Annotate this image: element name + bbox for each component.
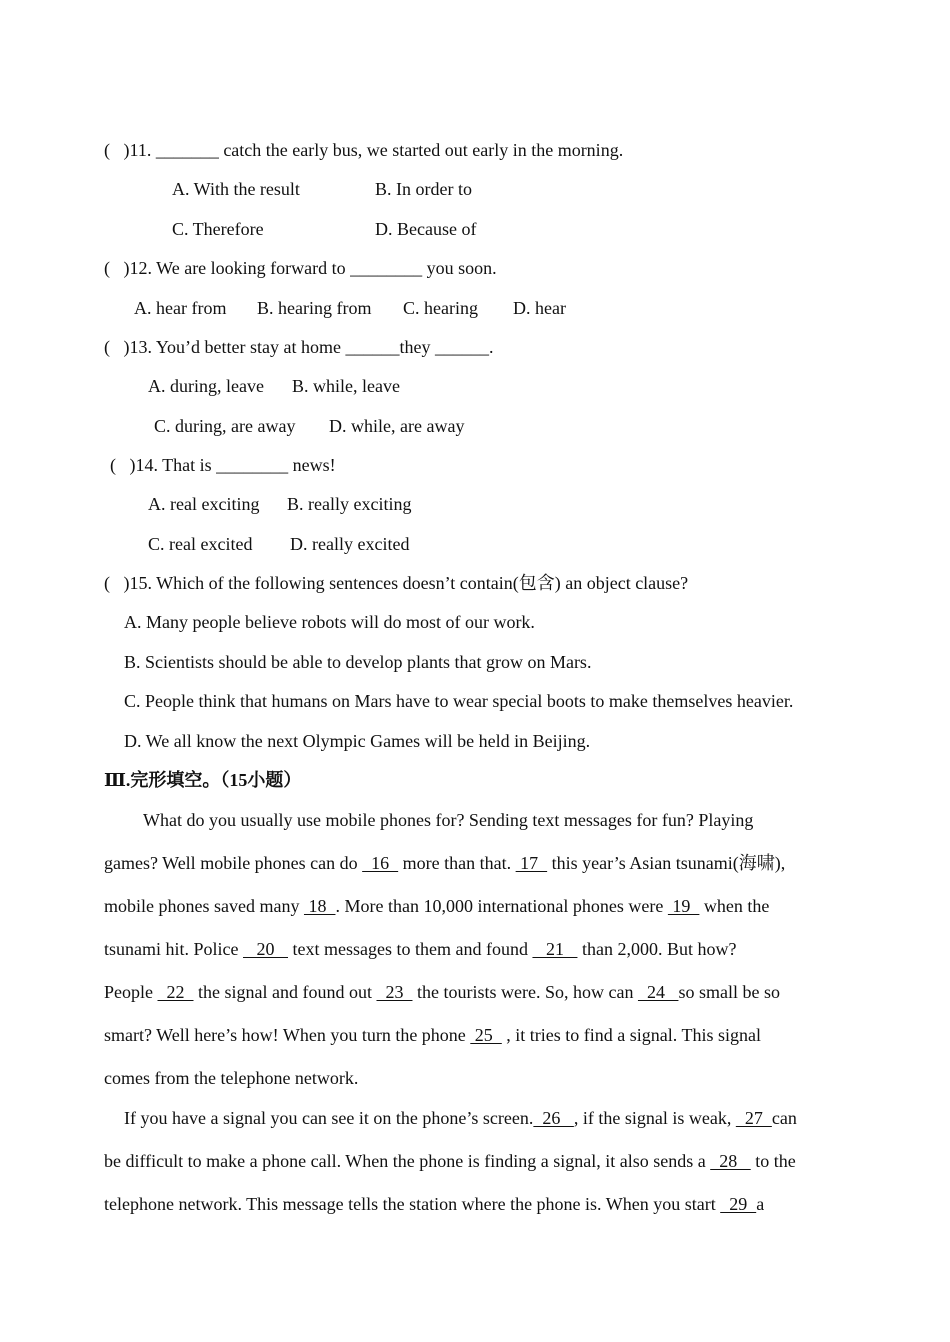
passage-text: the tourists were. So, how can	[412, 982, 638, 1002]
passage-text: comes from the telephone network.	[104, 1068, 359, 1088]
question-12-option-c: C. hearing	[403, 298, 478, 318]
section-numeral: Ⅲ.	[104, 770, 131, 790]
blank-number: 19	[667, 896, 700, 916]
question-13-option-b: B. while, leave	[292, 376, 400, 396]
section-title: 完形填空。（	[130, 770, 230, 790]
question-14-stem: ( )14. That is ________ news!	[110, 455, 336, 475]
passage-text: games? Well mobile phones can do	[104, 853, 363, 873]
blank-number: 21	[532, 939, 578, 959]
blank-number: 23	[376, 982, 413, 1002]
question-14-option-b: B. really exciting	[287, 494, 412, 514]
question-14-option-c: C. real excited	[148, 534, 253, 554]
question-14-option-d: D. really excited	[290, 534, 410, 554]
blank-number: 22	[157, 982, 194, 1002]
question-12-option-b: B. hearing from	[257, 298, 372, 318]
passage-text: tsunami hit. Police	[104, 939, 243, 959]
question-15-option-a: A. Many people believe robots will do most of our work.	[124, 612, 535, 632]
passage-line	[104, 938, 736, 960]
passage-text: the signal and found out	[193, 982, 377, 1002]
blank-number: 18	[303, 896, 336, 916]
passage-text: text messages to them and found	[288, 939, 533, 959]
blank-number: 16	[362, 853, 399, 873]
question-12-stem: ( )12. We are looking forward to ________ you soon.	[104, 258, 497, 278]
question-12-option-d: D. hear	[513, 298, 566, 318]
question-11-option-c: C. Therefore	[172, 219, 264, 239]
question-15-option-c: C. People think that humans on Mars have to wear special boots to make themselves heavier.	[124, 691, 794, 711]
blank-number: 24	[637, 982, 679, 1002]
passage-line	[104, 1150, 796, 1172]
question-13-option-c: C. during, are away	[154, 416, 296, 436]
passage-line	[104, 852, 785, 874]
question-15-option-b: B. Scientists should be able to develop plants that grow on Mars.	[124, 652, 592, 672]
question-11-stem: ( )11. _______ catch the early bus, we started out early in the morning.	[104, 140, 624, 160]
question-13-option-a: A. during, leave	[148, 376, 264, 396]
passage-line	[104, 1193, 764, 1215]
passage-text: , if the signal is weak,	[573, 1108, 736, 1128]
blank-number: 17	[515, 853, 548, 873]
section-unit: 小题）	[247, 770, 302, 790]
passage-text: If you have a signal you can see it on the phone’s screen.	[124, 1108, 534, 1128]
blank-number: 25	[470, 1025, 502, 1045]
question-12-option-a: A. hear from	[134, 298, 227, 318]
blank-number: 28	[710, 1151, 751, 1171]
blank-number: 20	[243, 939, 288, 959]
passage-text: . More than 10,000 international phones were	[335, 896, 668, 916]
question-13-stem: ( )13. You’d better stay at home ______they ______.	[104, 337, 494, 357]
passage-text: mobile phones saved many	[104, 896, 304, 916]
question-11-option-b: B. In order to	[375, 179, 472, 199]
question-15-stem: ( )15. Which of the following sentences doesn’t contain(包含) an object clause?	[104, 573, 689, 593]
question-13-option-d: D. while, are away	[329, 416, 465, 436]
question-11-option-a: A. With the result	[172, 179, 300, 199]
passage-text: People	[104, 982, 158, 1002]
passage-line	[104, 895, 769, 917]
passage-text: telephone network. This message tells the station where the phone is. When you start	[104, 1194, 721, 1214]
blank-number: 29	[720, 1194, 757, 1214]
passage-text: this year’s Asian tsunami(海啸),	[547, 853, 786, 873]
passage-line	[143, 809, 753, 831]
passage-line	[104, 1024, 761, 1046]
passage-text: more than that.	[398, 853, 516, 873]
passage-text: when the	[699, 896, 770, 916]
question-15-option-d: D. We all know the next Olympic Games will be held in Beijing.	[124, 731, 591, 751]
section-heading	[104, 769, 301, 791]
passage-text: be difficult to make a phone call. When the phone is finding a signal, it also sends a	[104, 1151, 711, 1171]
passage-line	[104, 981, 780, 1003]
passage-text: What do you usually use mobile phones for? Sending text messages for fun? Playing	[143, 810, 754, 830]
question-11-option-d: D. Because of	[375, 219, 477, 239]
passage-text: a	[756, 1194, 765, 1214]
blank-number: 27	[735, 1108, 772, 1128]
question-14-option-a: A. real exciting	[148, 494, 260, 514]
passage-text: can	[771, 1108, 797, 1128]
passage-line	[124, 1107, 797, 1129]
section-count: 15	[229, 770, 248, 790]
passage-text: than 2,000. But how?	[577, 939, 737, 959]
blank-number: 26	[533, 1108, 574, 1128]
passage-text: smart? Well here’s how! When you turn the phone	[104, 1025, 471, 1045]
passage-text: , it tries to find a signal. This signal	[501, 1025, 761, 1045]
passage-line	[104, 1067, 358, 1089]
passage-text: so small be so	[678, 982, 780, 1002]
passage-text: to the	[750, 1151, 796, 1171]
